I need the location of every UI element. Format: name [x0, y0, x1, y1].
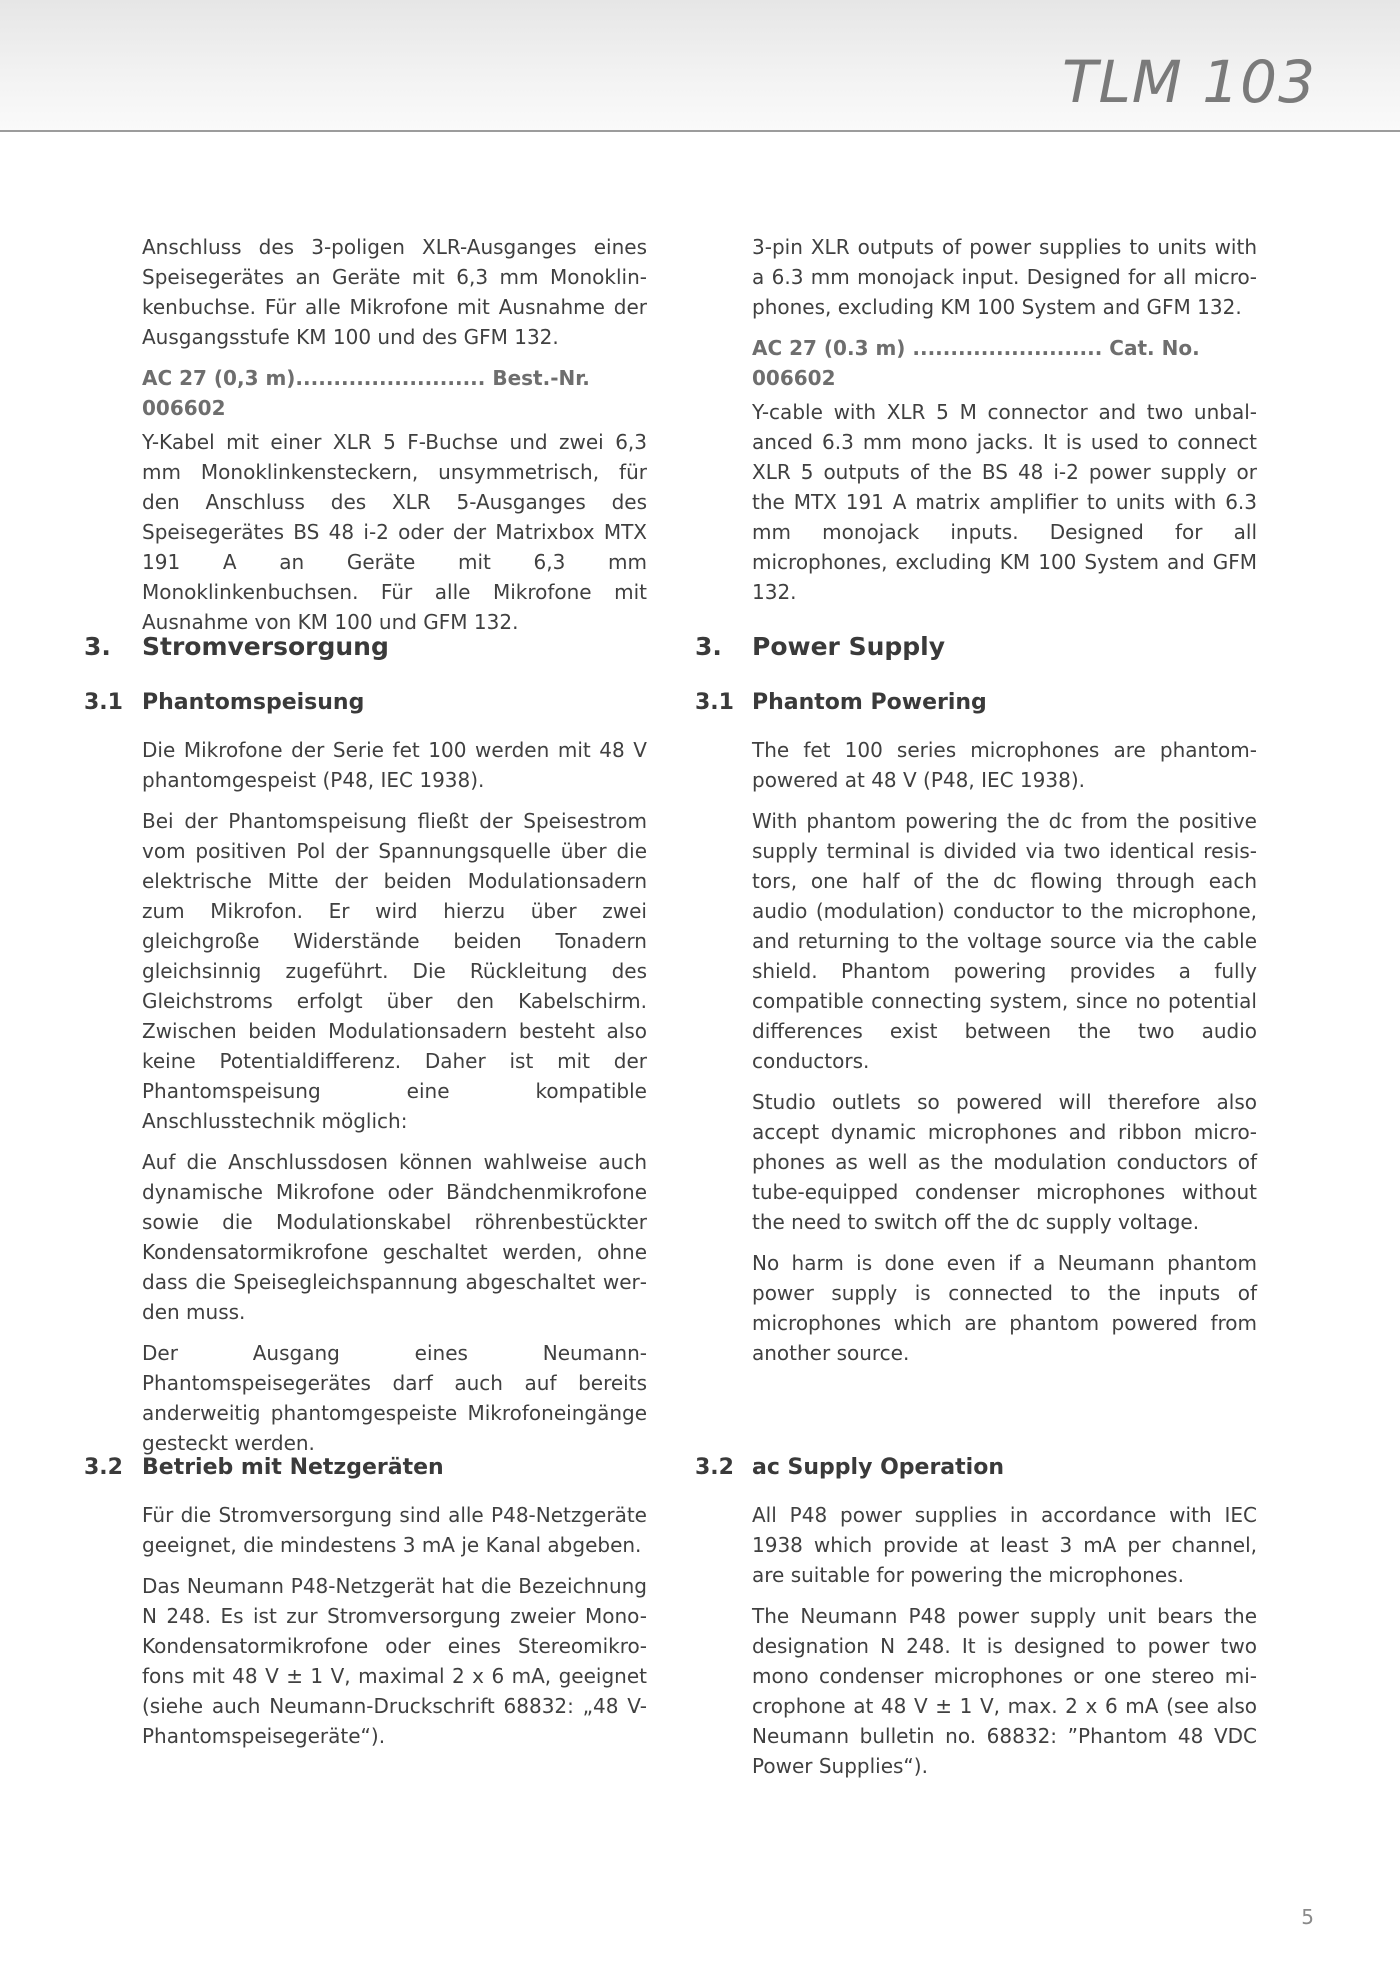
section-3-2-body-en	[752, 1500, 1257, 1792]
paragraph: The fet 100 series microphones are phantom-powered at 48 V (P48, IEC 1938).	[752, 738, 1257, 792]
section-3-number-de: 3.	[84, 632, 111, 661]
order-line-en: AC 27 (0.3 m) ......................... Cat. No. 006602	[752, 336, 1200, 390]
paragraph: Bei der Phantomspeisung fließt der Speisestrom vom positiven Pol der Spannungsquelle über die elektrische Mitte der beiden Modulationsadern zum Mikrofon. Er wird hierzu über zwei gleichgroße Widerstände beiden Tonadern gleichsinnig zugeführt. Die Rückleitung des Gleichstroms erfolgt über den Kabelschirm. Zwischen beiden Modulationsadern besteht also keine Potentialdifferenz. Daher ist mit der Phantomspeisung eine kompatible Anschlusstechnik möglich:	[142, 809, 647, 1133]
section-3-2-number-en: 3.2	[695, 1455, 734, 1480]
section-3-1-title-en: Phantom Powering	[752, 690, 987, 715]
paragraph: Die Mikrofone der Serie fet 100 werden mit 48 V phantomgespeist (P48, IEC 1938).	[142, 738, 647, 792]
section-3-1-body-de	[142, 735, 647, 1469]
paragraph: All P48 power supplies in accordance with IEC 1938 which provide at least 3 mA per channel, are suitable for powering the microphones.	[752, 1503, 1257, 1587]
header-rule	[0, 130, 1400, 132]
paragraph: The Neumann P48 power supply unit bears the designation N 248. It is designed to power two mono condenser microphones or one stereo microphone at 48 V ± 1 V, max. 2 x 6 mA (see also Neumann bulletin no. 68832: ”Phantom 48 VDC Power Supplies“).	[752, 1604, 1257, 1778]
paragraph: With phantom powering the dc from the positive supply terminal is divided via two identical resistors, one half of the dc flowing through each audio (modulation) conductor to the microphone, and returning to the voltage source via the cable shield. Phantom powering provides a fully compatible connecting system, since no potential differences exist between the two audio conductors.	[752, 809, 1257, 1073]
top-block-en	[752, 232, 1257, 618]
section-3-2-title-en: ac Supply Operation	[752, 1455, 1004, 1480]
top-block-de	[142, 232, 647, 648]
section-3-1-body-en	[752, 735, 1257, 1379]
cable-desc-de: Y-Kabel mit einer XLR 5 F-Buchse und zwei 6,3 mm Monoklinkensteckern, unsymmetrisch, für den Anschluss des XLR 5-Ausganges des Speisegerätes BS 48 i-2 oder der Matrixbox MTX 191 A an Geräte mit 6,3 mm Monoklinkenbuchsen. Für alle Mikrofone mit Ausnahme von KM 100 und GFM 132.	[142, 430, 647, 634]
paragraph: No harm is done even if a Neumann phantom power supply is connected to the inputs of microphones which are phantom powered from another source.	[752, 1251, 1257, 1365]
page-number: 5	[1301, 1905, 1314, 1929]
cable-desc-en: Y-cable with XLR 5 M connector and two unbalanced 6.3 mm mono jacks. It is used to connect XLR 5 outputs of the BS 48 i-2 power supply or the MTX 191 A matrix amplifier to units with 6.3 mm monojack inputs. Designed for all microphones, excluding KM 100 System and GFM 132.	[752, 400, 1257, 604]
section-3-title-de: Stromversorgung	[142, 632, 389, 661]
section-3-2-title-de: Betrieb mit Netzgeräten	[142, 1455, 444, 1480]
paragraph: Für die Stromversorgung sind alle P48-Netzgeräte geeignet, die mindestens 3 mA je Kanal abgeben.	[142, 1503, 647, 1557]
section-3-1-number-en: 3.1	[695, 690, 734, 715]
section-3-2-body-de	[142, 1500, 647, 1762]
cable-intro-de: Anschluss des 3-poligen XLR-Ausganges eines Speisegerätes an Geräte mit 6,3 mm Monoklinkenbuchse. Für alle Mikrofone mit Ausnahme der Ausgangsstufe KM 100 und des GFM 132.	[142, 235, 647, 349]
paragraph: Studio outlets so powered will therefore also accept dynamic microphones and ribbon microphones as well as the modulation conductors of tube-equipped condenser microphones without the need to switch off the dc supply voltage.	[752, 1090, 1257, 1234]
section-3-2-number-de: 3.2	[84, 1455, 123, 1480]
cable-intro-en: 3-pin XLR outputs of power supplies to units with a 6.3 mm monojack input. Designed for all microphones, excluding KM 100 System and GFM 132.	[752, 235, 1257, 319]
paragraph: Das Neumann P48-Netzgerät hat die Bezeichnung N 248. Es ist zur Stromversorgung zweier Mono-Kondensatormikrofone oder eines Stereomikrofons mit 48 V ± 1 V, maximal 2 x 6 mA, geeignet (siehe auch Neumann-Druckschrift 68832: „48 V-Phantomspeisegeräte“).	[142, 1574, 647, 1748]
paragraph: Der Ausgang eines Neumann-Phantomspeisegerätes darf auch auf bereits anderweitig phantomgespeiste Mikrofoneingänge gesteckt werden.	[142, 1341, 647, 1455]
order-line-de: AC 27 (0,3 m)......................... Best.-Nr. 006602	[142, 366, 590, 420]
section-3-title-en: Power Supply	[752, 632, 946, 661]
section-3-1-title-de: Phantomspeisung	[142, 690, 365, 715]
section-3-1-number-de: 3.1	[84, 690, 123, 715]
model-title: TLM 103	[1062, 48, 1316, 116]
section-3-number-en: 3.	[695, 632, 722, 661]
paragraph: Auf die Anschlussdosen können wahlweise auch dynamische Mikrofone oder Bändchenmikrofone sowie die Modulationskabel röhrenbestückter Kondensatormikrofone geschaltet werden, ohne dass die Speisegleichspannung abgeschaltet werden muss.	[142, 1150, 647, 1324]
